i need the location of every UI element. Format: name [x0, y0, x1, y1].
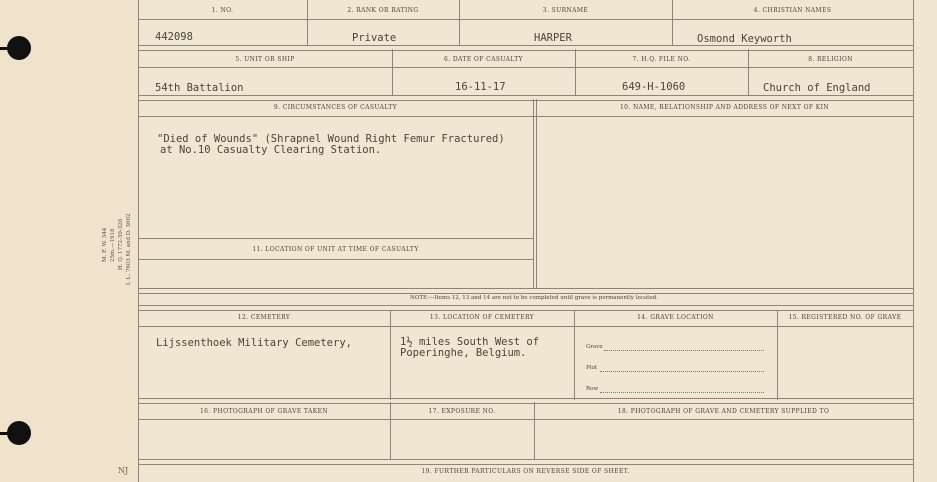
christian-names-value: Osmond Keyworth	[697, 33, 792, 45]
row2-bottom-line	[138, 95, 913, 101]
row1-header-line	[138, 19, 913, 20]
side-print-line-2: 25m.—1918	[110, 228, 116, 262]
note-top-line	[138, 288, 913, 294]
header-cemetery: 12. CEMETERY	[237, 314, 291, 321]
hq-file-value: 649-H-1060	[622, 81, 686, 93]
circumstances-line-2: at No.10 Casualty Clearing Station.	[160, 144, 382, 156]
side-print-line-4: I. L. 7603 M. and D. 3662	[126, 213, 132, 285]
header-photo-taken: 16. PHOTOGRAPH OF GRAVE TAKEN	[199, 408, 329, 415]
punch-hole-bottom	[7, 421, 31, 445]
row1-bottom-line	[138, 45, 913, 51]
circumstances-line-1: "Died of Wounds" (Shrapnel Wound Right Femur Fractured)	[157, 133, 505, 145]
header-registered-no: 15. REGISTERED NO. OF GRAVE	[788, 314, 902, 321]
header-next-of-kin: 10. NAME, RELATIONSHIP AND ADDRESS OF NEXT OF KIN	[619, 104, 830, 111]
divider	[777, 310, 778, 400]
grave-dotted-line	[604, 349, 764, 351]
grave-label: Grave	[586, 344, 603, 350]
religion-value: Church of England	[763, 82, 871, 94]
date-of-casualty-value: 16-11-17	[455, 81, 506, 93]
header-surname: 3. SURNAME	[542, 7, 589, 14]
side-print-line-3: H. Q. 1772-39-328	[118, 218, 124, 270]
header-exposure-no: 17. EXPOSURE NO.	[428, 408, 496, 415]
note-bottom-line	[138, 305, 913, 311]
nj-mark: NJ	[118, 466, 129, 475]
header-rank: 2. RANK OR RATING	[347, 7, 419, 14]
divider	[574, 310, 575, 400]
header-circumstances: 9. CIRCUMSTANCES OF CASUALTY	[273, 104, 398, 111]
divider	[390, 310, 391, 400]
header-unit: 5. UNIT OR SHIP	[235, 56, 295, 63]
header-further-particulars: 19. FURTHER PARTICULARS ON REVERSE SIDE OF SHEET.	[421, 468, 630, 475]
header-cemetery-location: 13. LOCATION OF CEMETERY	[429, 314, 535, 321]
row3-split-line	[138, 238, 533, 239]
row3-location-line	[138, 259, 533, 260]
note-text: NOTE:—Items 12, 13 and 14 are not to be completed until grave is permanently located.	[410, 295, 658, 301]
cemetery-location-line-2: Poperinghe, Belgium.	[400, 347, 527, 359]
header-unit-location: 11. LOCATION OF UNIT AT TIME OF CASUALTY	[252, 246, 419, 253]
unit-value: 54th Battalion	[155, 82, 244, 94]
service-number: 442098	[155, 31, 193, 43]
row3-header-line	[138, 116, 913, 117]
row-label: Row	[586, 386, 599, 392]
side-print-block	[98, 200, 140, 320]
row2-header-line	[138, 67, 913, 68]
cemetery-location-line-1: 1½ miles South West of	[400, 336, 540, 348]
plot-label: Plot	[586, 365, 597, 371]
frame-right-line	[913, 0, 914, 482]
divider	[536, 99, 537, 289]
header-photo-supplied: 18. PHOTOGRAPH OF GRAVE AND CEMETERY SUPPLIED TO	[617, 408, 830, 415]
row5-header-line	[138, 419, 913, 420]
header-hq-file: 7. H.Q. FILE NO.	[632, 56, 691, 63]
row5-top-line	[138, 398, 913, 404]
header-religion: 8. RELIGION	[808, 56, 853, 63]
divider	[533, 99, 534, 289]
header-number: 1. NO.	[211, 7, 234, 14]
rank-value: Private	[352, 32, 397, 44]
plot-dotted-line	[600, 370, 764, 372]
punch-hole-top	[7, 36, 31, 60]
row4-header-line	[138, 326, 913, 327]
side-print-line-1: M. F. W. 344	[102, 227, 108, 262]
header-christian-names: 4. CHRISTIAN NAMES	[753, 7, 832, 14]
row6-top-line	[138, 459, 913, 465]
cemetery-value: Lijssenthoek Military Cemetery,	[156, 337, 352, 349]
header-date: 6. DATE OF CASUALTY	[443, 56, 524, 63]
header-grave-location: 14. GRAVE LOCATION	[637, 314, 714, 321]
row-dotted-line	[600, 391, 764, 393]
surname-value: HARPER	[534, 32, 572, 44]
